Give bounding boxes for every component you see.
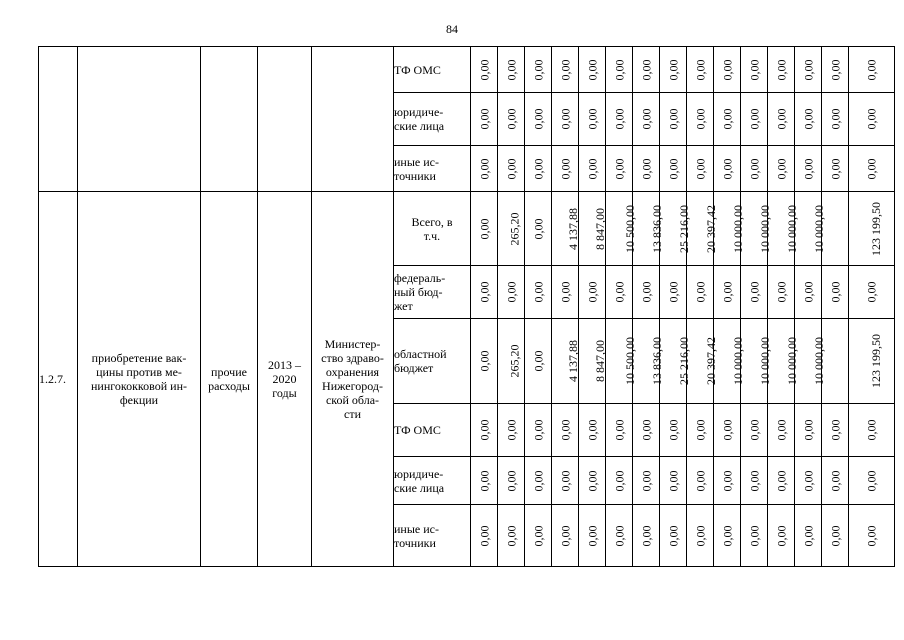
value-cell: [822, 505, 849, 567]
value-cell: [714, 457, 741, 505]
value-text: 0,00: [747, 108, 761, 130]
funding-source: [394, 192, 471, 266]
value-cell: [822, 266, 849, 319]
value-cell: [552, 319, 579, 404]
value-text: 0,00: [477, 281, 491, 303]
value-cell: [822, 47, 849, 93]
value-cell: [498, 192, 525, 266]
value-cell: [525, 404, 552, 457]
value-text: 0,00: [801, 470, 815, 491]
value-text: 0,00: [666, 419, 680, 441]
value-text: 0,00: [774, 158, 788, 179]
value-text: 0,00: [864, 470, 879, 491]
funding-source: [394, 319, 471, 404]
value-cell: [795, 457, 822, 505]
value-cell: [741, 93, 768, 146]
value-cell: [687, 457, 714, 505]
value-text: 0,00: [558, 470, 572, 491]
value-cell: [741, 266, 768, 319]
value-cell: [471, 404, 498, 457]
value-text: 20 397,42: [704, 204, 718, 253]
value-text: 0,00: [720, 281, 734, 303]
value-cell: [822, 404, 849, 457]
value-text: 0,00: [477, 525, 491, 546]
value-text: 0,00: [774, 525, 788, 546]
value-cell: [579, 404, 606, 457]
value-text: 0,00: [504, 470, 518, 491]
funding-source-text: иные ис- точники: [394, 521, 439, 550]
value-text: 0,00: [828, 525, 842, 546]
funding-source: [394, 146, 471, 192]
value-text: 0,00: [864, 59, 879, 80]
value-text: 13 836,00: [650, 337, 664, 385]
value-cell: [606, 266, 633, 319]
value-text: 0,00: [639, 419, 653, 441]
value-cell: [633, 47, 660, 93]
value-text: 10 000,00: [731, 337, 745, 385]
value-text: 0,00: [774, 281, 788, 303]
code-cell: [39, 47, 78, 192]
value-cell: [660, 457, 687, 505]
value-cell: [741, 47, 768, 93]
period: [258, 192, 312, 567]
value-text: 0,00: [720, 158, 734, 179]
value-text: 0,00: [747, 419, 761, 441]
value-text: 0,00: [639, 59, 653, 80]
value-cell: [849, 266, 895, 319]
value-text: 0,00: [531, 350, 545, 372]
value-cell: [471, 93, 498, 146]
value-cell: [606, 47, 633, 93]
value-text: 0,00: [639, 281, 653, 303]
item-code-text: 1.2.7.: [39, 372, 66, 386]
value-cell: [660, 266, 687, 319]
value-cell: [714, 266, 741, 319]
value-cell: [552, 404, 579, 457]
value-cell: [579, 192, 606, 266]
value-cell: [498, 457, 525, 505]
expense-type-cell: [201, 47, 258, 192]
value-cell: [552, 266, 579, 319]
value-text: 0,00: [801, 419, 815, 441]
value-cell: [552, 146, 579, 192]
executor-cell: [312, 47, 394, 192]
value-cell: [498, 47, 525, 93]
value-text: 0,00: [693, 525, 707, 546]
value-text: 10 000,00: [758, 337, 772, 385]
value-text: 0,00: [558, 59, 572, 80]
value-cell: [579, 93, 606, 146]
value-cell: [498, 93, 525, 146]
executor-text: Министер- ство здраво- охранения Нижегород- ской обла- сти: [321, 337, 384, 421]
value-text: 0,00: [693, 281, 707, 303]
value-text: 0,00: [531, 419, 545, 441]
value-text: 0,00: [585, 281, 599, 303]
value-text: 10 000,00: [812, 204, 826, 253]
value-text: 0,00: [828, 158, 842, 179]
value-cell: [849, 192, 895, 266]
value-text: 0,00: [864, 158, 879, 179]
value-cell: [498, 266, 525, 319]
value-text: 0,00: [585, 525, 599, 546]
value-text: 0,00: [558, 108, 572, 130]
value-cell: [579, 47, 606, 93]
value-cell: [822, 93, 849, 146]
value-text: 0,00: [612, 281, 626, 303]
value-text: 0,00: [477, 108, 491, 130]
value-text: 0,00: [531, 525, 545, 546]
value-cell: [714, 404, 741, 457]
value-text: 0,00: [774, 419, 788, 441]
value-cell: [525, 47, 552, 93]
value-text: 0,00: [504, 419, 518, 441]
funding-source-text: областной бюджет: [394, 347, 447, 375]
value-cell: [471, 47, 498, 93]
item-name-text: приобретение вак- цины против ме- нингококковой ин- фекции: [90, 351, 187, 407]
value-text: 0,00: [747, 525, 761, 546]
value-cell: [606, 457, 633, 505]
value-cell: [714, 47, 741, 93]
period-text: 2013 – 2020 годы: [268, 358, 301, 400]
value-cell: [525, 192, 552, 266]
value-cell: [849, 319, 895, 404]
value-cell: [822, 457, 849, 505]
value-text: 0,00: [828, 470, 842, 491]
funding-source-text: федераль- ный бюд- жет: [394, 271, 446, 313]
value-cell: [552, 93, 579, 146]
budget-table: [38, 46, 895, 567]
value-cell: [714, 146, 741, 192]
value-text: 0,00: [828, 59, 842, 80]
value-cell: [552, 192, 579, 266]
value-cell: [795, 47, 822, 93]
value-text: 0,00: [558, 158, 572, 179]
value-text: 0,00: [531, 281, 545, 303]
value-cell: [849, 404, 895, 457]
name-cell: [78, 47, 201, 192]
value-text: 0,00: [531, 108, 545, 130]
value-cell: [552, 505, 579, 567]
value-text: 0,00: [774, 108, 788, 130]
item-name: [78, 192, 201, 567]
value-text: 0,00: [531, 470, 545, 491]
value-cell: [579, 266, 606, 319]
value-cell: [849, 47, 895, 93]
funding-source-text: иные ис- точники: [394, 154, 439, 183]
value-text: 0,00: [477, 419, 491, 441]
value-cell: [525, 319, 552, 404]
value-cell: [768, 404, 795, 457]
value-cell: [633, 404, 660, 457]
value-cell: [714, 93, 741, 146]
value-cell: [606, 404, 633, 457]
value-cell: [579, 457, 606, 505]
value-text: 0,00: [477, 218, 491, 239]
value-cell: [633, 505, 660, 567]
value-text: 0,00: [801, 158, 815, 179]
funding-source: [394, 47, 471, 93]
value-text: 0,00: [828, 281, 842, 303]
value-cell: [579, 505, 606, 567]
value-cell: [579, 319, 606, 404]
value-text: 0,00: [720, 59, 734, 80]
value-cell: [849, 457, 895, 505]
value-cell: [741, 505, 768, 567]
value-cell: [552, 47, 579, 93]
value-cell: [525, 266, 552, 319]
value-text: 0,00: [720, 525, 734, 546]
value-cell: [633, 93, 660, 146]
funding-source-text: юридиче- ские лица: [394, 466, 445, 495]
value-cell: [498, 146, 525, 192]
value-cell: [498, 319, 525, 404]
value-text: 10 000,00: [785, 204, 799, 253]
value-text: 0,00: [864, 525, 879, 546]
funding-source-text: ТФ ОМС: [394, 62, 441, 77]
value-text: 0,00: [612, 108, 626, 130]
value-text: 0,00: [666, 281, 680, 303]
funding-source-text: юридиче- ские лица: [394, 105, 445, 133]
value-text: 0,00: [477, 158, 491, 179]
value-cell: [768, 266, 795, 319]
value-cell: [795, 93, 822, 146]
value-text: 0,00: [747, 470, 761, 491]
value-cell: [525, 93, 552, 146]
value-cell: [633, 146, 660, 192]
value-cell: [606, 192, 637, 266]
funding-source: [394, 404, 471, 457]
value-cell: [606, 505, 633, 567]
value-text: 0,00: [801, 525, 815, 546]
item-code: [39, 192, 78, 567]
value-cell: [687, 93, 714, 146]
value-text: 0,00: [693, 108, 707, 130]
value-text: 0,00: [774, 59, 788, 80]
value-text: 10 000,00: [785, 337, 799, 385]
value-text: 0,00: [720, 108, 734, 130]
value-cell: [687, 505, 714, 567]
value-text: 0,00: [639, 470, 653, 491]
value-text: 0,00: [693, 59, 707, 80]
value-text: 0,00: [828, 419, 842, 441]
expense-type-text: прочие расходы: [208, 365, 250, 393]
table-row: [39, 47, 895, 93]
value-text: 10 500,00: [623, 204, 637, 253]
value-cell: [471, 505, 498, 567]
value-cell: [795, 146, 822, 192]
value-cell: [498, 505, 525, 567]
value-text: 0,00: [585, 158, 599, 179]
value-text: 265,20: [507, 212, 522, 245]
value-text: 10 000,00: [812, 337, 826, 385]
value-cell: [768, 505, 795, 567]
value-cell: [849, 505, 895, 567]
value-text: 0,00: [504, 59, 518, 80]
value-text: 0,00: [504, 108, 518, 130]
value-text: 0,00: [666, 59, 680, 80]
value-cell: [471, 146, 498, 192]
value-cell: [741, 146, 768, 192]
page-number: 84: [446, 22, 458, 36]
value-text: 0,00: [666, 470, 680, 491]
funding-source-text: Всего, в т.ч.: [411, 214, 453, 243]
funding-source-text: ТФ ОМС: [394, 423, 441, 437]
value-cell: [768, 457, 795, 505]
value-cell: [849, 93, 895, 146]
value-cell: [633, 266, 660, 319]
value-text: 10 000,00: [731, 204, 745, 253]
value-text: 4 137,88: [566, 207, 580, 250]
value-cell: [741, 457, 768, 505]
value-cell: [795, 404, 822, 457]
funding-source: [394, 266, 471, 319]
value-text: 0,00: [693, 470, 707, 491]
value-text: 0,00: [585, 59, 599, 80]
value-text: 0,00: [828, 108, 842, 130]
value-text: 0,00: [864, 419, 879, 441]
value-text: 0,00: [558, 281, 572, 303]
value-text: 0,00: [504, 281, 518, 303]
value-text: 0,00: [747, 59, 761, 80]
value-text: 13 836,00: [650, 204, 664, 253]
period-cell: [258, 47, 312, 192]
value-text: 265,20: [507, 344, 522, 378]
value-cell: [687, 266, 714, 319]
value-text: 0,00: [774, 470, 788, 491]
value-text: 0,00: [585, 419, 599, 441]
value-text: 0,00: [747, 158, 761, 179]
value-text: 0,00: [720, 419, 734, 441]
value-cell: [768, 93, 795, 146]
executor: [312, 192, 394, 567]
value-cell: [606, 146, 633, 192]
value-cell: [660, 404, 687, 457]
value-cell: [606, 93, 633, 146]
value-text: 0,00: [864, 281, 879, 303]
value-cell: [660, 47, 687, 93]
value-text: 0,00: [801, 108, 815, 130]
value-text: 8 847,00: [593, 207, 607, 250]
value-text: 0,00: [612, 525, 626, 546]
value-text: 25 216,00: [677, 337, 691, 385]
value-cell: [579, 146, 606, 192]
value-cell: [687, 47, 714, 93]
value-cell: [471, 319, 498, 404]
value-text: 0,00: [504, 158, 518, 179]
value-text: 0,00: [801, 281, 815, 303]
value-text: 0,00: [693, 419, 707, 441]
funding-source: [394, 457, 471, 505]
value-cell: [687, 404, 714, 457]
value-cell: [822, 146, 849, 192]
value-text: 0,00: [504, 525, 518, 546]
value-text: 0,00: [477, 350, 491, 372]
funding-source: [394, 505, 471, 567]
value-text: 20 397,42: [704, 337, 718, 385]
value-text: 0,00: [639, 158, 653, 179]
value-cell: [525, 505, 552, 567]
value-text: 0,00: [747, 281, 761, 303]
value-text: 0,00: [666, 108, 680, 130]
value-text: 0,00: [531, 218, 545, 239]
value-text: 10 500,00: [623, 337, 637, 385]
value-cell: [606, 319, 637, 404]
table-row: [39, 192, 895, 266]
value-cell: [795, 266, 822, 319]
value-text: 0,00: [612, 59, 626, 80]
expense-type: [201, 192, 258, 567]
value-cell: [660, 146, 687, 192]
value-cell: [525, 146, 552, 192]
value-text: 0,00: [558, 525, 572, 546]
value-cell: [687, 146, 714, 192]
value-text: 0,00: [801, 59, 815, 80]
value-text: 0,00: [477, 59, 491, 80]
value-text: 0,00: [612, 419, 626, 441]
value-text: 0,00: [612, 158, 626, 179]
value-text: 0,00: [531, 59, 545, 80]
value-cell: [768, 47, 795, 93]
value-text: 0,00: [585, 108, 599, 130]
value-cell: [525, 457, 552, 505]
value-text: 123 199,50: [869, 334, 883, 388]
value-cell: [660, 505, 687, 567]
value-cell: [714, 505, 741, 567]
value-text: 0,00: [666, 525, 680, 546]
value-text: 0,00: [693, 158, 707, 179]
value-cell: [849, 146, 895, 192]
value-cell: [498, 404, 525, 457]
value-cell: [660, 93, 687, 146]
value-cell: [552, 457, 579, 505]
value-text: 0,00: [558, 419, 572, 441]
value-text: 0,00: [612, 470, 626, 491]
value-text: 8 847,00: [593, 340, 607, 382]
value-cell: [471, 457, 498, 505]
value-text: 0,00: [585, 470, 599, 491]
value-text: 10 000,00: [758, 204, 772, 253]
value-text: 4 137,88: [566, 340, 580, 382]
value-cell: [633, 457, 660, 505]
value-text: 0,00: [639, 108, 653, 130]
value-text: 0,00: [531, 158, 545, 179]
value-text: 25 216,00: [677, 204, 691, 253]
value-cell: [768, 146, 795, 192]
value-text: 0,00: [477, 470, 491, 491]
value-text: 0,00: [864, 108, 879, 130]
value-text: 0,00: [666, 158, 680, 179]
value-cell: [471, 192, 498, 266]
value-cell: [471, 266, 498, 319]
funding-source: [394, 93, 471, 146]
value-text: 0,00: [720, 470, 734, 491]
value-cell: [795, 505, 822, 567]
value-text: 0,00: [639, 525, 653, 546]
value-cell: [741, 404, 768, 457]
value-text: 123 199,50: [869, 201, 883, 256]
